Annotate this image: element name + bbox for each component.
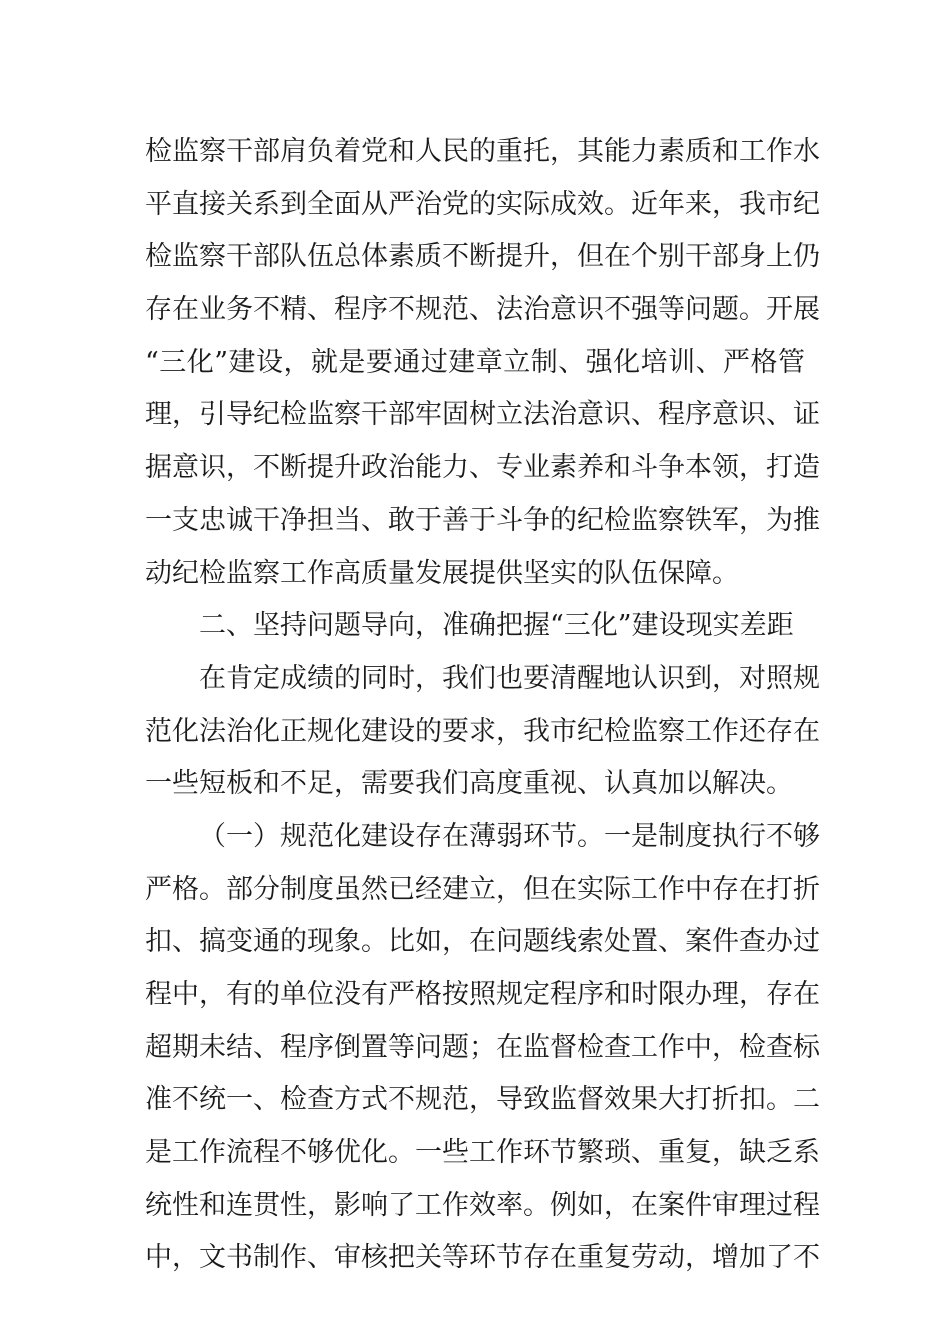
text-line-1: 检监察干部肩负着党和人民的重托，其能力素质和工作水: [145, 136, 820, 167]
text-line-4: 存在业务不精、程序不规范、法治意识不强等问题。开展: [145, 294, 820, 326]
text-line-15: 严格。部分制度虽然已经建立，但在实际工作中存在打折: [145, 873, 820, 905]
document-body: [145, 126, 820, 1285]
section-heading: 二、坚持问题导向，准确把握“三化”建设现实差距: [199, 610, 794, 642]
text-line-21: 统性和连贯性，影响了工作效率。例如，在案件审理过程: [145, 1189, 820, 1221]
text-line-16: 扣、搞变通的现象。比如，在问题线索处置、案件查办过: [145, 926, 820, 958]
text-line-11: 在肯定成绩的同时，我们也要清醒地认识到，对照规: [199, 662, 820, 694]
text-line-19: 准不统一、检查方式不规范，导致监督效果大打折扣。二: [145, 1084, 820, 1116]
text-line-8: 一支忠诚干净担当、敢于善于斗争的纪检监察铁军，为推: [145, 504, 820, 536]
text-line-12: 范化法治化正规化建设的要求，我市纪检监察工作还存在: [145, 715, 820, 747]
subsection-heading-line: （一）规范化建设存在薄弱环节。一是制度执行不够: [199, 820, 820, 852]
text-line-20: 是工作流程不够优化。一些工作环节繁琐、重复，缺乏系: [145, 1137, 820, 1169]
text-line-9: 动纪检监察工作高质量发展提供坚实的队伍保障。: [145, 557, 739, 589]
text-line-6: 理，引导纪检监察干部牢固树立法治意识、程序意识、证: [145, 399, 820, 431]
text-line-7: 据意识，不断提升政治能力、专业素养和斗争本领，打造: [145, 452, 820, 484]
text-line-18: 超期未结、程序倒置等问题；在监督检查工作中，检查标: [145, 1031, 820, 1063]
text-line-22: 中，文书制作、审核把关等环节存在重复劳动，增加了不: [145, 1242, 820, 1274]
text-line-13: 一些短板和不足，需要我们高度重视、认真加以解决。: [145, 768, 793, 800]
text-line-2: 平直接关系到全面从严治党的实际成效。近年来，我市纪: [145, 188, 820, 220]
text-line-17: 程中，有的单位没有严格按照规定程序和时限办理，存在: [145, 979, 820, 1010]
text-line-3: 检监察干部队伍总体素质不断提升，但在个别干部身上仍: [145, 241, 820, 273]
text-line-5: “三化”建设，就是要通过建章立制、强化培训、严格管: [145, 346, 805, 378]
